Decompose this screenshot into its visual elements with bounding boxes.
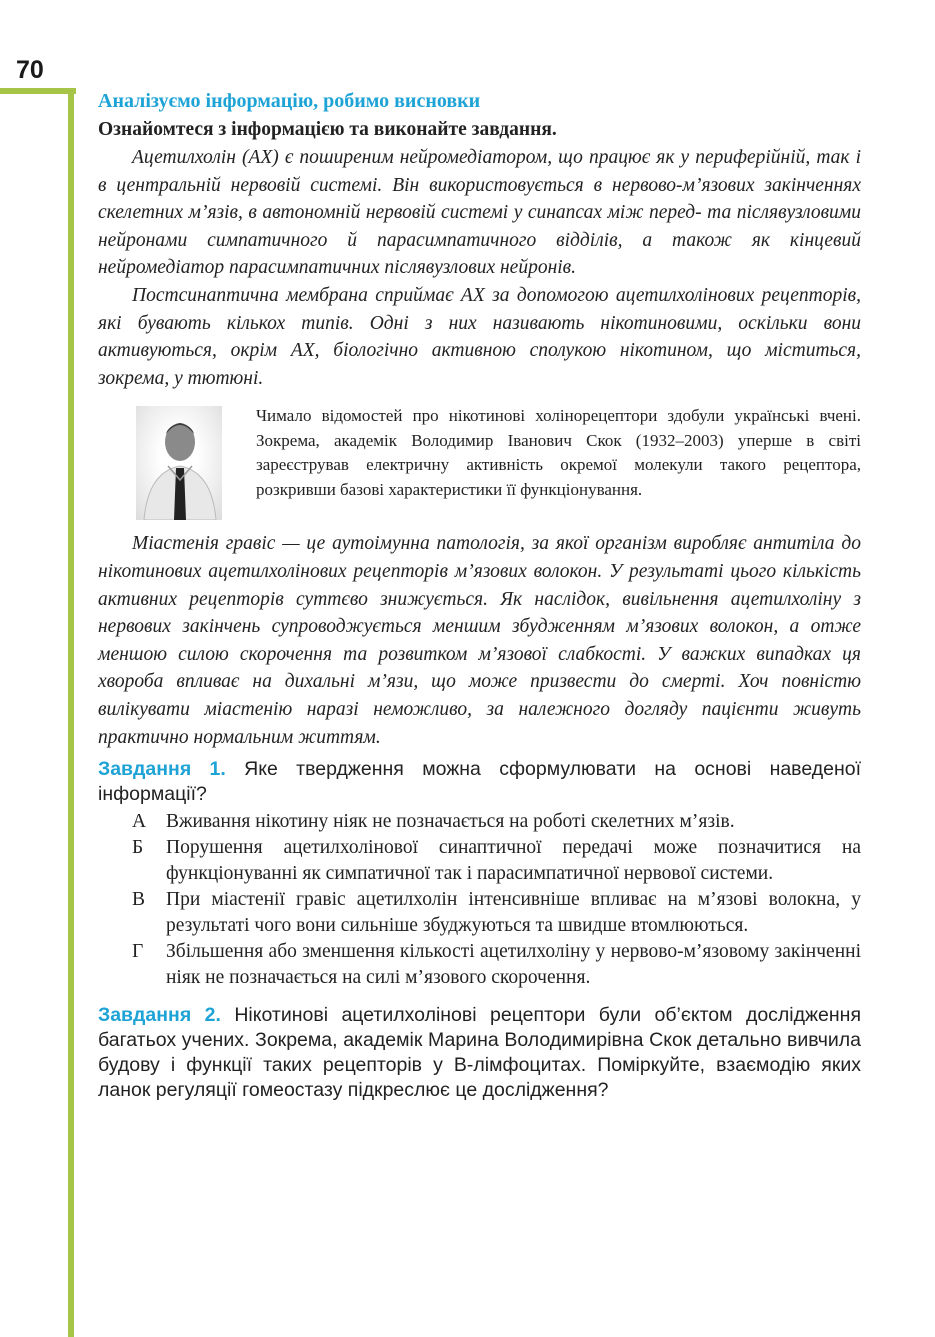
- option-text: Порушення ацетилхолінової синаптичної передачі може позначитися на функціонуванні як симпатичної так і парасимпатичної нервової системи.: [166, 837, 861, 885]
- option-a: [98, 809, 861, 835]
- option-v: [98, 887, 861, 939]
- task-1-options: [98, 809, 861, 991]
- task-1-question: Яке твердження можна сформулювати на основі наведеної інформації?: [98, 758, 861, 806]
- task-2: [98, 1003, 861, 1103]
- paragraph-myasthenia: Міастенія гравіс — це аутоімунна патологія, за якої організм виробляє антитіла до нікотинових ацетилхолінових рецепторів м’язових волокон. У результаті цього кількість активних рецепторів суттєво знижується. Як наслідок, вивільнення ацетилхоліну з нервових закінчень супроводжується меншим збудженням м’язових волокон, а отже меншою силою скорочення та розвитком м’язової слабкості. У важких випадках ця хвороба впливає на дихальні м’язи, що може призвести до смерті. Хоч повністю вилікувати міастенію наразі неможливо, за належного догляду пацієнти живуть практично нормальним життям.: [98, 533, 861, 748]
- option-g: [98, 939, 861, 991]
- section-title: Аналізуємо інформацію, робимо висновки: [98, 90, 481, 112]
- option-letter: А: [132, 811, 147, 833]
- option-letter: Г: [132, 941, 144, 963]
- option-letter: Б: [132, 837, 144, 859]
- option-letter: В: [132, 889, 146, 911]
- task-2-label: Завдання 2.: [98, 1004, 221, 1027]
- task-1: [98, 757, 861, 807]
- option-text: Збільшення або зменшення кількості ацетилхоліну у нервово-м’язовому закінченні ніяк не позначається на силі м’язового скорочення.: [166, 941, 861, 989]
- portrait-photo: [136, 406, 222, 520]
- paragraph-acetylcholine: Ацетилхолін (АХ) є поширеним нейромедіатором, що працює як у периферійній, так і в центральній нервовій системі. Він використовується в нервово-м’язових закінченнях скелетних м’язів, в автономній нервовій системі у синапсах між перед- та післявузловими нейронами симпатичного й парасимпатичного відділів, а також як кінцевий нейромедіатор парасимпатичних післявузлових нейронів.: [98, 147, 861, 279]
- page-content: [98, 88, 861, 1103]
- option-b: [98, 835, 861, 887]
- instruction: Ознайомтеся з інформацією та виконайте завдання.: [98, 119, 557, 140]
- bio-text: Чимало відомостей про нікотинові холінорецептори здобули українські вчені. Зокрема, академік Володимир Іванович Скок (1932–2003) уперше в світі зареєстрував електричну активність окремої молекули такого рецептора, розкривши базові характеристики її функціонування.: [256, 406, 861, 499]
- green-margin-bar-side: [68, 88, 74, 1337]
- page-number: 70: [16, 56, 44, 84]
- option-text: Вживання нікотину ніяк не позначається на роботі скелетних м’язів.: [166, 811, 735, 833]
- green-margin-bar-top: [0, 88, 76, 94]
- paragraph-receptors: Постсинаптична мембрана сприймає АХ за допомогою ацетилхолінових рецепторів, які бувають кількох типів. Одні з них називають нікотиновими, оскільки вони активуються, окрім АХ, біологічно активною сполукою нікотином, що міститься, зокрема, у тютюні.: [98, 284, 861, 389]
- task-1-label: Завдання 1.: [98, 758, 226, 781]
- option-text: При міастенії гравіс ацетилхолін інтенсивніше впливає на м’язові волокна, у результаті чого вони сильніше збуджуються та швидше втомлюються.: [166, 889, 861, 937]
- bio-block: [98, 404, 861, 520]
- task-2-text: Нікотинові ацетилхолінові рецептори були об’єктом дослідження багатьох учених. Зокрема, академік Марина Володимирівна Скок детально вивчила будову і функції таких рецепторів у В-лімфоцитах. Поміркуйте, взаємодію яких ланок регуляції гомеостазу підкреслює це дослідження?: [98, 1004, 861, 1102]
